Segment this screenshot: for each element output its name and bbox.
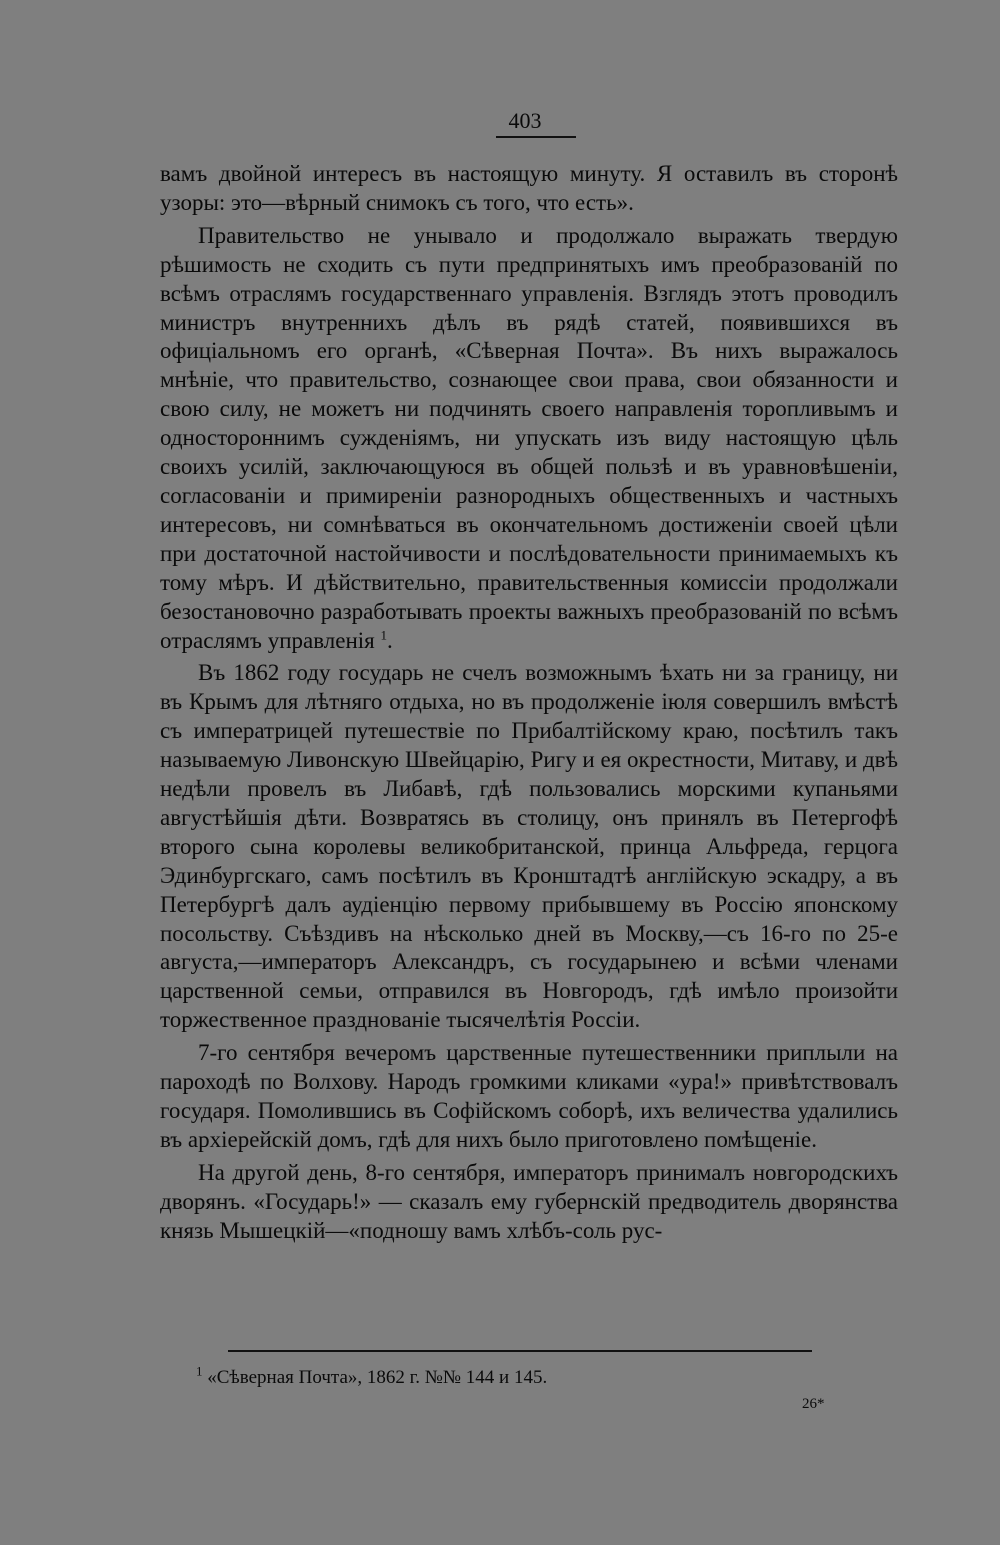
footnote-reference: 1 [380,626,387,642]
paragraph-5: На другой день, 8-го сентября, императоръ принималъ новгородскихъ дворянъ. «Государь!» — сказалъ ему губернскій предводитель дворянства князь Мышецкій—«подношу вамъ хлѣбъ-соль рус- [160,1159,898,1243]
paragraph-2 [160,222,898,656]
paragraph-3: Въ 1862 году государь не счелъ возможнымъ ѣхать ни за границу, ни въ Крымъ для лѣтняго отдыха, но въ продолженіе іюля совершилъ вмѣстѣ съ императрицей путешествіе по Прибалтійскому краю, посѣтилъ такъ называемую Ливонскую Швейцарію, Ригу и ея окрестности, Митаву, и двѣ недѣли провелъ въ Либавѣ, гдѣ пользовались морскими купаньями августѣйшія дѣти. Возвратясь въ столицу, онъ принялъ въ Петергофѣ второго сына королевы великобританской, принца Альфреда, герцога Эдинбургскаго, самъ посѣтилъ въ Кронштадтѣ англійскую эскадру, а въ Петербургѣ далъ аудіенцію первому прибывшему въ Россію японскому посольству. Съѣздивъ на нѣсколько дней въ Москву,—съ 16-го по 25-е августа,—императоръ Александръ, съ государынею и всѣми членами царственной семьи, отправился въ Новгородъ, гдѣ имѣло произойти торжественное празднованіе тысячелѣтія Россіи. [160,660,898,1033]
paragraph-1: вамъ двойной интересъ въ настоящую минуту. Я оставилъ въ сторонѣ узоры: это—вѣрный снимокъ съ того, что есть». [160,161,898,215]
paragraph-4: 7-го сентября вечеромъ царственные путешественники приплыли на пароходѣ по Волхову. Народъ громкими кликами «ура!» привѣтствовалъ государя. Помолившись въ Софійскомъ соборѣ, ихъ величества удалились въ архіерейскій домъ, гдѣ для нихъ было приготовлено помѣщеніе. [160,1040,898,1152]
paragraph-2-end: . [387,627,393,653]
body-text [160,160,898,1246]
footnote [196,1363,836,1390]
footnote-marker: 1 [196,1363,203,1379]
page-number: 403 [508,108,542,133]
page-number-underline [496,136,576,138]
footnote-text: «Сѣверная Почта», 1862 г. №№ 144 и 145. [207,1367,548,1388]
paragraph-2-text: Правительство не унывало и продолжало выражать твердую рѣшимость не сходить съ пути предпринятыхъ имъ преобразованій по всѣмъ отраслямъ государственнаго управленія. Взглядъ этотъ проводилъ министръ внутреннихъ дѣлъ въ рядѣ статей, появившихся въ офиціальномъ его органѣ, «Сѣверная Почта». Въ нихъ выражалось мнѣніе, что правительство, сознающее свои права, свои обязанности и свою силу, не можетъ ни подчинять своего направленія торопливымъ и одностороннимъ сужденіямъ, ни упускать изъ виду настоящую цѣль своихъ усилій, заключающуюся въ общей пользѣ и въ уравновѣшеніи, согласованіи и примиреніи разнородныхъ общественныхъ и частныхъ интересовъ, ни сомнѣваться въ окончательномъ достиженіи своей цѣли при достаточной настойчивости и послѣдовательности принимаемыхъ къ тому мѣръ. И дѣйствительно, правительственныя комиссіи продолжали безостановочно разработывать проекты важныхъ преобразованій по всѣмъ отраслямъ управленія [160,222,898,653]
signature-mark: 26* [802,1396,825,1412]
footnote-divider [228,1350,812,1352]
